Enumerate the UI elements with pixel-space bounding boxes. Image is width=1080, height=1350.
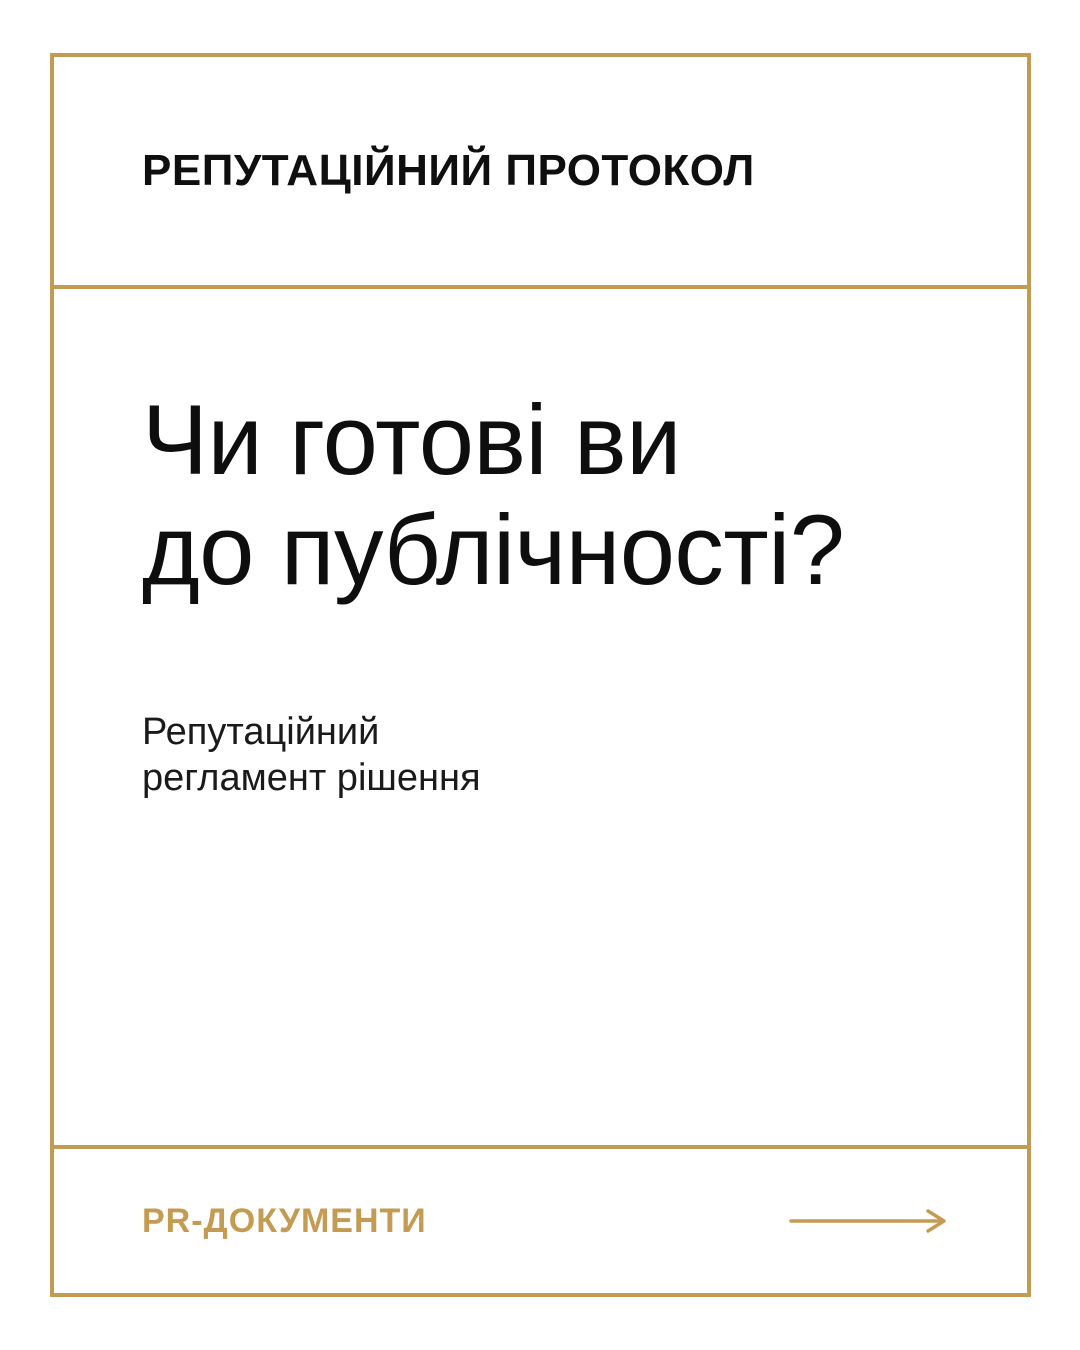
next-slide-arrow[interactable]: [789, 1207, 947, 1235]
right-arrow-icon: [789, 1207, 947, 1235]
header-band: [54, 57, 1027, 289]
page-title: [142, 385, 967, 605]
subtitle-line1: Репутаційний: [142, 711, 380, 753]
subtitle: [142, 709, 967, 801]
page-title-line1: Чи готові ви: [142, 384, 681, 495]
footer-label: PR-ДОКУМЕНТИ: [142, 1202, 427, 1240]
page-title-line2: до публічності?: [142, 494, 845, 605]
subtitle-line2: регламент рішення: [142, 757, 481, 799]
header-label: РЕПУТАЦІЙНИЙ ПРОТОКОЛ: [142, 146, 755, 195]
main-band: [54, 289, 1027, 1149]
footer-band: [54, 1149, 1027, 1293]
slide-frame: [50, 53, 1031, 1297]
